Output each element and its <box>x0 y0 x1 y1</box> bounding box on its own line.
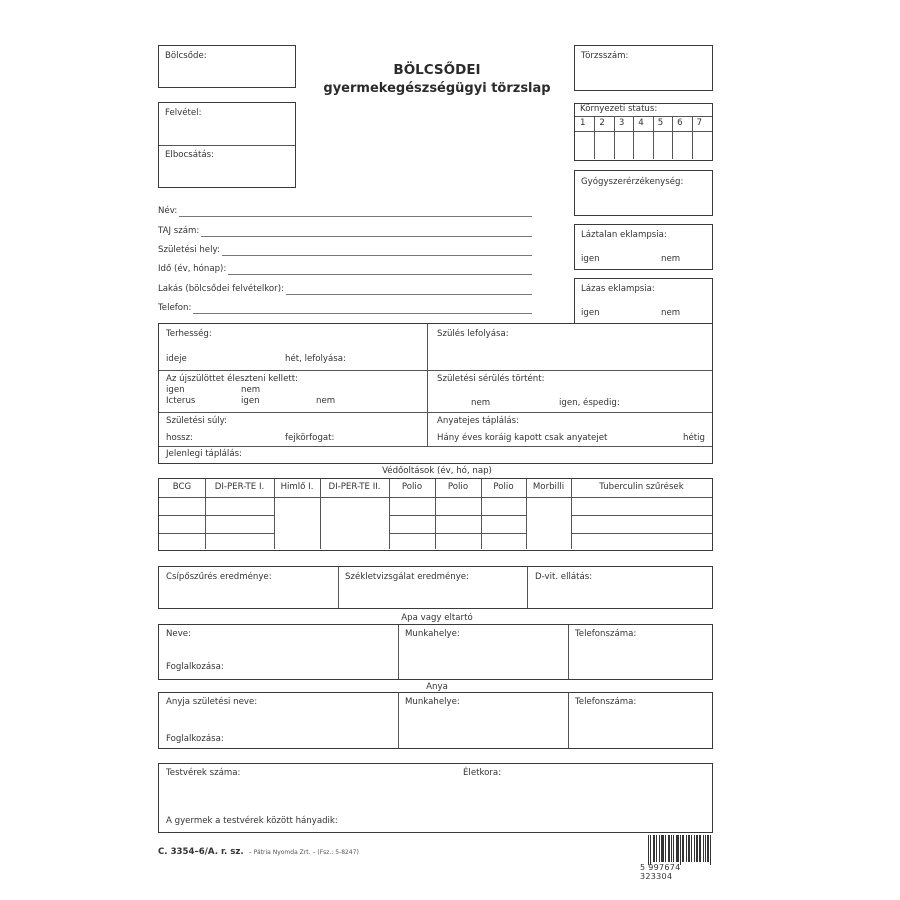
fejkorfogat-label: fejkörfogat: <box>285 433 335 443</box>
bolcsode-box[interactable] <box>158 45 296 88</box>
barcode-icon <box>648 835 712 865</box>
barcode-bar <box>665 835 666 862</box>
barcode-bar <box>654 835 655 862</box>
barcode-bar <box>691 835 692 862</box>
lazas-nem[interactable]: nem <box>661 308 681 318</box>
felvetel-elbocsatas-box <box>158 102 296 188</box>
vaccination-cell[interactable] <box>159 515 205 533</box>
divider <box>594 116 595 159</box>
barcode-bar <box>668 835 669 862</box>
father-neve-label: Neve: <box>166 629 191 639</box>
vaccination-cell[interactable] <box>205 515 274 533</box>
divider <box>205 515 274 516</box>
status-cell-1[interactable] <box>575 131 594 159</box>
barcode-bar <box>663 835 664 862</box>
divider <box>568 625 569 679</box>
status-cell-5[interactable] <box>653 131 672 159</box>
hany-eves-label: Hány éves koráig kapott csak anyatejet <box>437 433 608 443</box>
barcode-bar <box>703 835 704 862</box>
status-number-3: 3 <box>618 118 625 128</box>
kornyezeti-status-box <box>574 103 713 161</box>
form-subtitle: gyermekegészségügyi törzslap <box>323 81 551 96</box>
torzsszam-label: Törzsszám: <box>581 51 629 61</box>
eletkora-label: Életkora: <box>463 768 502 778</box>
hanyadik-label: A gyermek a testvérek között hányadik: <box>166 816 338 826</box>
testverek-szama-label: Testvérek száma: <box>166 768 241 778</box>
divider <box>435 515 481 516</box>
vaccination-cell[interactable] <box>571 515 712 533</box>
barcode-bar <box>710 835 711 865</box>
barcode-bar <box>661 835 662 862</box>
divider <box>571 533 712 534</box>
lazas-igen[interactable]: igen <box>581 308 600 318</box>
divider <box>159 412 712 413</box>
barcode-bar <box>678 835 679 862</box>
footer-imprint <box>158 839 359 858</box>
mother-section-title: Anya <box>426 682 448 692</box>
divider <box>571 515 712 516</box>
lazas-box <box>574 278 713 324</box>
divider <box>653 116 654 159</box>
form-code: C. 3354–6/A. r. sz. <box>158 847 244 857</box>
personal-field-input-line[interactable] <box>286 294 532 295</box>
divider <box>159 446 712 447</box>
eleszteni-label: Az újszülöttet éleszteni kellett: <box>166 374 298 384</box>
vaccination-cell[interactable] <box>274 497 320 549</box>
dvit-label: D-vit. ellátás: <box>535 572 593 582</box>
barcode-bar <box>648 835 649 865</box>
vaccination-cell[interactable] <box>389 533 435 549</box>
status-number-5: 5 <box>657 118 664 128</box>
status-number-6: 6 <box>677 118 683 128</box>
vaccination-cell[interactable] <box>526 497 571 549</box>
eleszteni-igen[interactable]: igen <box>166 385 185 395</box>
barcode-bar <box>700 835 701 862</box>
divider <box>481 533 526 534</box>
form-title: BÖLCSŐDEI <box>393 62 481 78</box>
barcode-bar <box>680 835 681 865</box>
status-number-1: 1 <box>580 118 586 128</box>
barcode-bar <box>662 835 663 862</box>
vaccination-cell[interactable] <box>481 533 526 549</box>
ideje-label: ideje <box>166 354 187 364</box>
szulesi-serules-label: Születési sérülés történt: <box>437 374 545 384</box>
mother-box <box>158 692 713 749</box>
divider <box>527 567 528 608</box>
barcode-bar <box>671 835 672 862</box>
personal-field-label: Születési hely: <box>158 245 220 255</box>
barcode-bar <box>673 835 674 862</box>
vaccination-cell[interactable] <box>435 497 481 515</box>
divider <box>692 116 693 159</box>
vaccination-cell[interactable] <box>320 497 389 549</box>
barcode-bar <box>669 835 670 862</box>
vaccination-table <box>158 478 713 551</box>
elbocsatas-label: Elbocsátás: <box>165 150 215 160</box>
icterus-nem[interactable]: nem <box>316 396 336 406</box>
vaccination-column-header: Tuberculin szűrések <box>599 482 684 492</box>
vaccination-cell[interactable] <box>481 515 526 533</box>
vaccination-cell[interactable] <box>571 533 712 549</box>
barcode-bar <box>659 835 660 862</box>
birth-info-box <box>158 323 713 464</box>
barcode-bar <box>683 835 684 862</box>
vaccination-cell[interactable] <box>571 497 712 515</box>
szules-lefolyasa-label: Szülés lefolyása: <box>437 329 509 339</box>
divider <box>614 116 615 159</box>
father-telefonszama-label: Telefonszáma: <box>575 629 637 639</box>
vaccination-column-header: Polio <box>493 482 514 492</box>
divider <box>159 533 205 534</box>
vaccinations-title: Védőoltások (év, hó, nap) <box>382 466 492 476</box>
vaccination-column-header: Polio <box>447 482 469 492</box>
personal-field-label: TAJ szám: <box>158 226 200 236</box>
personal-field-input-line[interactable] <box>228 274 532 275</box>
hetig-label: hétig <box>683 433 705 443</box>
screening-box <box>158 566 713 609</box>
bolcsode-label: Bölcsőde: <box>165 51 207 61</box>
barcode-bar <box>653 835 654 862</box>
laztalan-label: Láztalan eklampsia: <box>581 230 667 240</box>
mother-szuletesi-neve-label: Anyja születési neve: <box>166 697 258 707</box>
icterus-label: Icterus <box>166 396 196 406</box>
barcode-bar <box>676 835 677 862</box>
vaccination-cell[interactable] <box>435 533 481 549</box>
het-lefolyasa-label: hét, lefolyása: <box>285 354 346 364</box>
divider <box>672 116 673 159</box>
divider <box>159 515 205 516</box>
terhesseg-label: Terhesség: <box>166 329 212 339</box>
divider <box>427 324 428 447</box>
vaccination-cell[interactable] <box>389 497 435 515</box>
jelenlegi-label: Jelenlegi táplálás: <box>166 449 242 459</box>
vaccination-column-header: Himlő I. <box>280 482 314 492</box>
divider <box>568 693 569 748</box>
status-cell-3[interactable] <box>614 131 633 159</box>
publisher-info: – Pátria Nyomda Zrt. – (Fsz.: 5-8247) <box>248 849 359 856</box>
personal-field-label: Név: <box>158 206 178 216</box>
divider <box>398 625 399 679</box>
status-number-4: 4 <box>638 118 644 128</box>
vaccination-cell[interactable] <box>389 515 435 533</box>
divider <box>338 567 339 608</box>
status-number-2: 2 <box>599 118 605 128</box>
barcode-bar <box>650 835 651 865</box>
lazas-label: Lázas eklampsia: <box>581 284 655 294</box>
divider <box>435 533 481 534</box>
szuletesi-suly-label: Születési súly: <box>166 416 228 426</box>
anyatejes-label: Anyatejes táplálás: <box>437 416 519 426</box>
vaccination-column-header: Morbilli <box>532 482 565 492</box>
divider <box>398 693 399 748</box>
status-number-7: 7 <box>696 118 703 128</box>
personal-field-label: Lakás (bölcsődei felvételkor): <box>158 284 284 294</box>
vaccination-column-header: BCG <box>172 482 192 492</box>
personal-field-label: Idő (év, hónap): <box>158 264 227 274</box>
serules-igen[interactable]: igen, éspedig: <box>559 398 620 408</box>
personal-field-input-line[interactable] <box>179 216 532 217</box>
divider <box>481 515 526 516</box>
vaccination-cell[interactable] <box>205 533 274 549</box>
laztalan-igen[interactable]: igen <box>581 254 600 264</box>
vaccination-cell[interactable] <box>159 497 205 515</box>
divider <box>633 116 634 159</box>
father-munkahelye-label: Munkahelye: <box>405 629 460 639</box>
barcode-bar <box>682 835 683 862</box>
status-cell-4[interactable] <box>633 131 652 159</box>
laztalan-nem[interactable]: nem <box>661 254 681 264</box>
vaccination-cell[interactable] <box>159 533 205 549</box>
felvetel-label: Felvétel: <box>165 108 202 118</box>
vaccination-column-header: DI-PER-TE II. <box>328 482 381 492</box>
mother-munkahelye-label: Munkahelye: <box>405 697 460 707</box>
mother-telefonszama-label: Telefonszáma: <box>575 697 637 707</box>
status-cell-7[interactable] <box>692 131 711 159</box>
barcode-bar <box>677 835 678 862</box>
barcode-bar <box>705 835 706 862</box>
mother-foglalkozasa-label: Foglalkozása: <box>166 734 224 744</box>
hossz-label: hossz: <box>166 433 194 443</box>
father-box <box>158 624 713 680</box>
personal-field-input-line[interactable] <box>201 236 532 237</box>
gyogyszer-box[interactable] <box>574 170 713 216</box>
barcode-bar <box>686 835 687 862</box>
vaccination-cell[interactable] <box>435 515 481 533</box>
torzsszam-box[interactable] <box>574 45 713 91</box>
personal-field-label: Telefon: <box>158 303 192 313</box>
personal-field-input-line[interactable] <box>222 255 532 256</box>
divider <box>389 515 435 516</box>
barcode-bar <box>708 835 709 862</box>
personal-field-input-line[interactable] <box>193 313 532 314</box>
barcode-bar <box>688 835 689 862</box>
serules-nem[interactable]: nem <box>471 398 491 408</box>
barcode-bar <box>707 835 708 862</box>
status-cell-2[interactable] <box>594 131 613 159</box>
barcode-bar <box>689 835 690 862</box>
kornyezeti-status-label: Környezeti status: <box>580 104 658 114</box>
laztalan-box <box>574 224 713 270</box>
divider <box>159 145 295 146</box>
vaccination-cell[interactable] <box>481 497 526 515</box>
eleszteni-nem[interactable]: nem <box>241 385 261 395</box>
icterus-igen[interactable]: igen <box>241 396 260 406</box>
barcode-number: 5 997674 323304 <box>640 863 681 881</box>
divider <box>389 533 435 534</box>
father-foglalkozasa-label: Foglalkozása: <box>166 662 224 672</box>
barcode-bar <box>697 835 698 862</box>
vaccination-column-header: Polio <box>401 482 423 492</box>
barcode-bar <box>696 835 697 862</box>
divider <box>159 370 712 371</box>
siblings-box <box>158 763 713 833</box>
barcode-bar <box>699 835 700 862</box>
vaccination-cell[interactable] <box>205 497 274 515</box>
barcode-bar <box>694 835 695 862</box>
gyogyszer-label: Gyógyszerérzékenység: <box>581 177 684 187</box>
szeklet-label: Székletvizsgálat eredménye: <box>345 572 469 582</box>
csipo-label: Csípőszűrés eredménye: <box>166 572 272 582</box>
status-cell-6[interactable] <box>672 131 691 159</box>
vaccination-column-header: DI-PER-TE I. <box>214 482 265 492</box>
divider <box>205 533 274 534</box>
father-section-title: Apa vagy eltartó <box>401 613 473 623</box>
barcode-bar <box>656 835 657 862</box>
